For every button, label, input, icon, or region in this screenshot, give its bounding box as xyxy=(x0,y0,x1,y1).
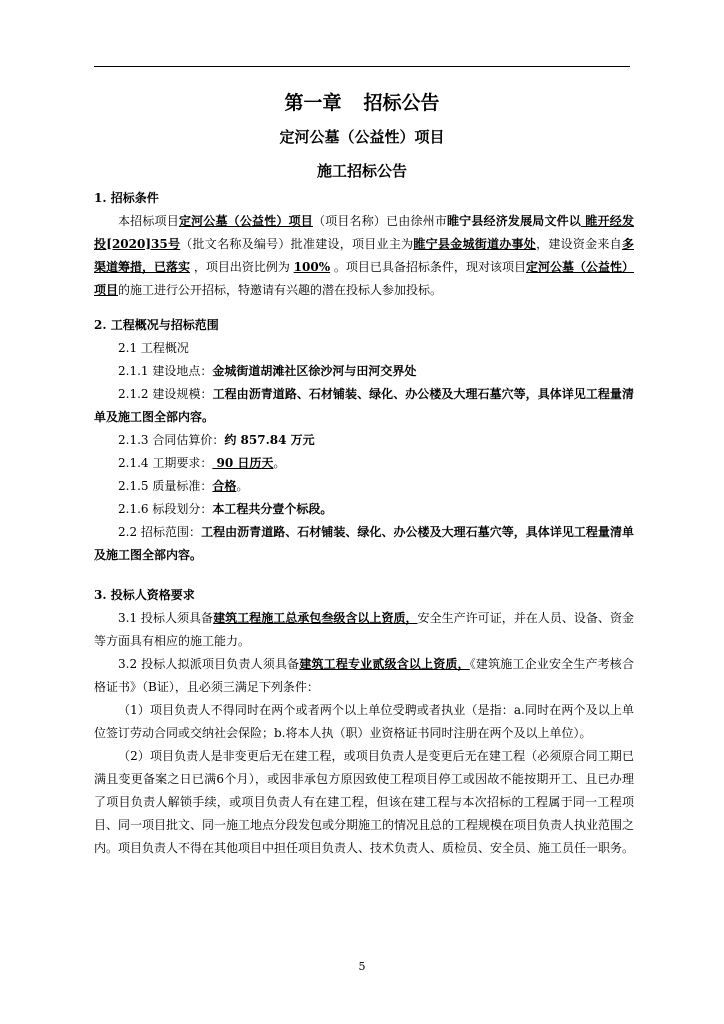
item-2-1-3: 2.1.3 合同估算价：约 857.84 万元 xyxy=(118,433,315,447)
item-3-2: 3.2 投标人拟派项目负责人须具备建筑工程专业贰级含以上资质，《建筑施工企业安全生产考核合格证书》（B证），且必须三满足下列条件： xyxy=(94,657,634,694)
page-number: 5 xyxy=(358,960,366,973)
notice-title: 施工招标公告 xyxy=(316,162,407,180)
chapter-title xyxy=(0,88,724,115)
section-3 xyxy=(94,584,634,860)
item-3-1: 3.1 投标人须具备建筑工程施工总承包叁级含以上资质，安全生产许可证，并在人员、设备、资金等方面具有相应的施工能力。 xyxy=(94,611,634,648)
item-2-1-5: 2.1.5 质量标准：合格。 xyxy=(118,479,249,493)
header-rule xyxy=(94,66,630,67)
section-1-heading: 1. 招标条件 xyxy=(94,191,159,205)
condition-1: （1）项目负责人不得同时在两个或者两个以上单位受聘或者执业（是指：a.同时在两个及以上单位签订劳动合同或交纳社会保险；b.将本人执（职）业资格证书同时注册在两个及以上单位）。 xyxy=(94,703,634,740)
item-2-1-6: 2.1.6 标段划分：本工程共分壹个标段。 xyxy=(118,502,333,516)
item-2-2: 2.2 招标范围：工程由沥青道路、石材铺装、绿化、办公楼及大理石墓穴等，具体详见工程量清单及施工图全部内容。 xyxy=(94,525,634,562)
chapter-number: 第一章 xyxy=(284,92,342,114)
chapter-name: 招标公告 xyxy=(363,92,440,114)
section-2-heading: 2. 工程概况与招标范围 xyxy=(94,318,219,332)
section-2 xyxy=(94,314,634,567)
section-1-paragraph: 本招标项目定河公墓（公益性）项目（项目名称）已由徐州市睢宁县经济发展局文件以 睢开经发投[2020]35号（批文名称及编号）批准建设，项目业主为睢宁县金城街道办事处，建设资金来自多渠道筹措，已落实 ，项目出资比例为 100% 。项目已具备招标条件，现对该项目定河公墓（公益性）项目的施工进行公开招标，特邀请有兴趣的潜在投标人参加投标。 xyxy=(94,214,634,297)
section-3-heading: 3. 投标人资格要求 xyxy=(94,588,195,602)
project-title: 定河公墓（公益性）项目 xyxy=(279,128,445,146)
section-1 xyxy=(94,187,634,302)
item-2-1-2: 2.1.2 建设规模：工程由沥青道路、石材铺装、绿化、办公楼及大理石墓穴等，具体详见工程量清单及施工图全部内容。 xyxy=(94,387,634,424)
item-2-1: 2.1 工程概况 xyxy=(118,341,189,355)
condition-2: （2）项目负责人是非变更后无在建工程，或项目负责人是变更后无在建工程（必须原合同工期已满且变更备案之日已满6个月），或因非承包方原因致使工程项目停工或因故不能按期开工、且已办理了项目负责人解锁手续，或项目负责人有在建工程，但该在建工程与本次招标的工程属于同一工程项目、同一项目批文、同一施工地点分段发包或分期施工的情况且总的工程规模在项目负责人执业范围之内。项目负责人不得在其他项目中担任项目负责人、技术负责人、质检员、安全员、施工员任一职务。 xyxy=(94,749,635,855)
item-2-1-4: 2.1.4 工期要求： 90 日历天。 xyxy=(118,456,286,470)
item-2-1-1: 2.1.1 建设地点：金城街道胡滩社区徐沙河与田河交界处 xyxy=(118,364,417,378)
